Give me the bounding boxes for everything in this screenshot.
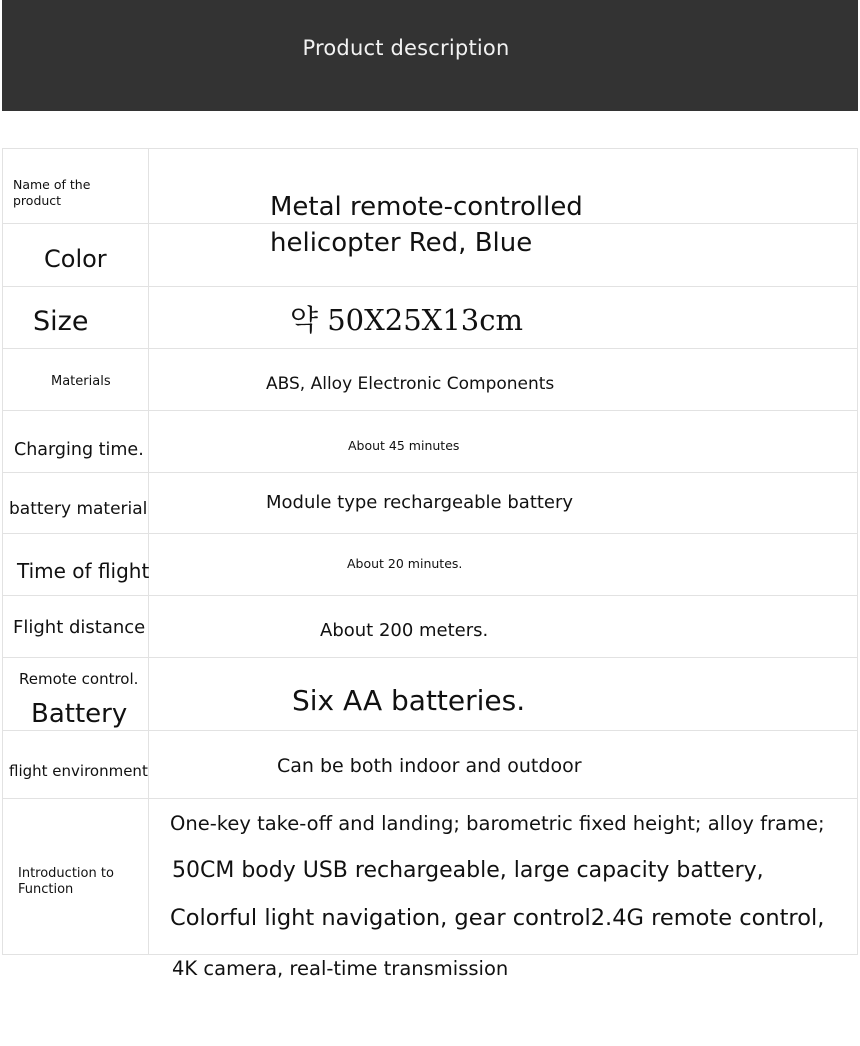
label-time-of-flight: Time of flight <box>17 559 150 583</box>
row-divider <box>2 148 858 149</box>
value-time-of-flight: About 20 minutes. <box>347 556 463 571</box>
table-border-left <box>2 148 3 954</box>
header-bar <box>2 0 858 111</box>
label-remote-control: Remote control. <box>19 670 139 688</box>
label-introduction: Introduction to Function <box>18 866 114 897</box>
row-divider <box>2 657 858 658</box>
function-line-4: 4K camera, real-time transmission <box>172 957 509 980</box>
value-remote-battery: Six AA batteries. <box>292 684 526 717</box>
value-battery-material: Module type rechargeable battery <box>266 492 574 513</box>
value-flight-distance: About 200 meters. <box>320 620 489 641</box>
row-divider <box>2 348 858 349</box>
row-divider <box>2 954 858 955</box>
label-product-name: Name of the product <box>13 177 91 208</box>
value-size: 약 50X25X13cm <box>290 303 523 337</box>
table-border-right <box>857 148 858 954</box>
row-divider <box>2 286 858 287</box>
function-line-2: 50CM body USB rechargeable, large capacity battery, <box>172 858 764 883</box>
value-color-line2: helicopter Red, Blue <box>270 228 533 258</box>
function-line-1: One-key take-off and landing; barometric fixed height; alloy frame; <box>170 812 825 835</box>
row-divider <box>2 223 858 224</box>
row-divider <box>2 472 858 473</box>
header-title: Product description <box>302 36 510 60</box>
label-size: Size <box>33 306 89 337</box>
row-divider <box>2 595 858 596</box>
label-battery: Battery <box>31 699 128 729</box>
row-divider <box>2 533 858 534</box>
table-column-divider <box>148 148 149 954</box>
label-color: Color <box>44 245 107 273</box>
row-divider <box>2 730 858 731</box>
row-divider <box>2 798 858 799</box>
label-charging-time: Charging time. <box>14 440 144 460</box>
value-flight-environment: Can be both indoor and outdoor <box>277 755 582 777</box>
label-flight-environment: flight environment <box>9 762 148 780</box>
value-charging-time: About 45 minutes <box>348 438 460 453</box>
label-battery-material: battery material <box>9 499 148 519</box>
value-materials: ABS, Alloy Electronic Components <box>266 374 555 394</box>
label-materials: Materials <box>51 374 111 389</box>
function-line-3: Colorful light navigation, gear control2.4G remote control, <box>170 905 825 931</box>
value-product-name-line1: Metal remote-controlled <box>270 192 583 222</box>
label-flight-distance: Flight distance <box>13 617 146 638</box>
row-divider <box>2 410 858 411</box>
